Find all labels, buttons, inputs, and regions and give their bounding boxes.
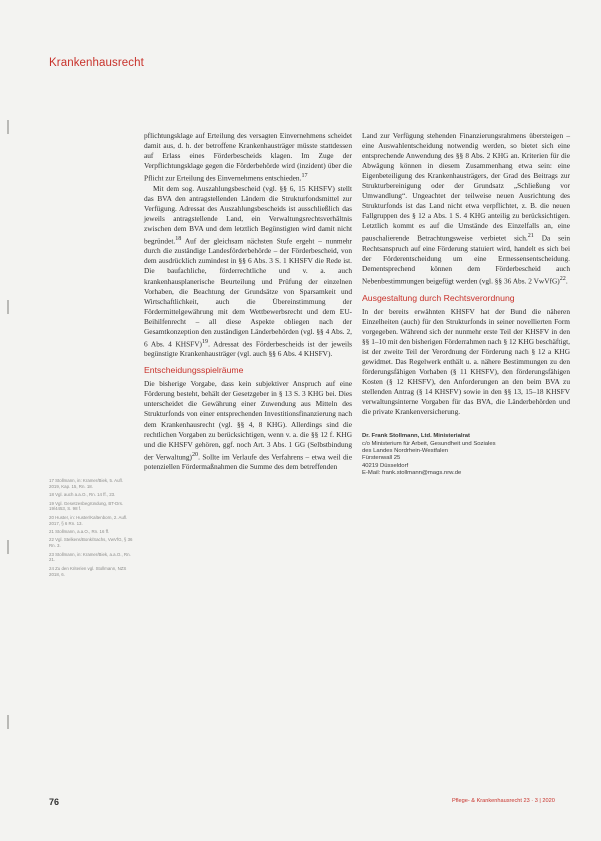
author-name: Dr. Frank Stollmann, Ltd. Ministerialrat [362,433,471,440]
footnote: 21 Stollmann, a.a.O., Rn. 16 ff. [49,528,110,534]
right-text-column [362,131,570,478]
section-title: Krankenhausrecht [49,57,144,69]
margin-marks [7,120,10,730]
footnote: 19 Vgl. Gesetzesbegründung, BT-Drs. 19/4453, S. 98 f. [49,500,124,512]
journal-footer: Pflege- & Krankenhausrecht 23 · 3 | 2020 [452,798,555,804]
footnotes [49,478,135,580]
author-block [362,433,570,477]
author-street: Fürstenwall 25 [362,455,401,462]
footnote: 17 Stollmann, in: Kramer/Biek, 5. Aufl. 2019, Kap. 15, Rn. 18. [49,478,123,489]
paragraph: pflichtungsklage auf Erteilung des versagten Einvernehmens scheidet damit aus, d. h. der betroffene Krankenhausträger müsste stattdessen auf Erlass eines Förderbescheids klagen. Im Zuge der Verpflichtungsklage gegen die Förderbehörde wird (inzident) über die Pflicht zur Erteilung des Einvernehmens entschieden.$^{17}$ [144,131,352,183]
author-city: 40219 Düsseldorf [362,462,409,469]
author-affiliation: c/o Ministerium für Arbeit, Gesundheit und Soziales [362,440,496,447]
paragraph: Land zur Verfügung stehenden Finanzierungsrahmens übersteigen – eine Auswahlentscheidung notwendig werden, so bietet sich eine entsprechende Anwendung des §§ 8 Abs. 2 KHG an. Kriterien für die Abwägung können in diesem Zusammenhang etwa sein: eine Eigenbeteiligung des Krankenhausträgers, der Grad des Beitrags zur Strukturbereinigung oder der Grundsatz „Schließung vor Umwandlung“. Ungeachtet der teilweise neuen Ausrichtung des Strukturfonds ist das Land nicht etwa verpflichtet, z. B. die neuen Fallgruppen des § 12 a Abs. 1 S. 4 KHG anteilig zu berücksichtigen. Letztlich kommt es auf die Umstände des Einzelfalls an, eine pauschalierende Betrachtungsweise verbietet sich.$^{21}$ Da sein Rechtsanspruch auf eine Förderung statuiert wird, handelt es sich bei der Förderentscheidung um eine Ermessensentscheidung. Dementsprechend können dem Förderbescheid auch Nebenbestimmungen beigefügt werden (vgl. §§ 36 Abs. 2 VwVfG)$^{22}$. [362,131,570,286]
footnote-ref: 21 [527,233,534,240]
footnote-ref: 22 [559,276,566,283]
author-affiliation: des Landes Nordrhein-Westfalen [362,447,449,454]
footnote-ref: 17 [301,173,308,180]
section-heading: Entscheidungsspielräume [144,365,244,376]
paragraph: Mit dem sog. Auszahlungsbescheid (vgl. §§ 6, 15 KHSFV) stellt das BVA den antragstellenden Ländern die Strukturfondsmittel zur Verfügung. Adressat des Auszahlungsbescheids ist ausschließlich das jeweils antragstellende Land, ein Verwaltungsrechtsverhältnis zwischen dem BVA und dem letztlich Begünstigten wird damit nicht begründet.$^{18}$ Auf der gleichsam nächsten Stufe ergeht – nunmehr durch die zuständige Landesförderbehörde – der Förderbescheid, von dem ausdrücklich zumindest in §§ 6 Abs. 3 S. 1 KHSFV die Rede ist. Die baufachliche, förderrechtliche und v. a. auch krankenhausplanerische Beurteilung und Prüfung der einzelnen Vorhaben, die Beachtung der Grundsätze von Sparsamkeit und Wirtschaftlichkeit, auch die Übereinstimmung der Fördermittelgewährung mit dem Wettbewerbsrecht und dem EU-Beihilfenrecht – all diese Aspekte obliegen nach der Gesamtkonzeption den zuständigen Länderbehörden (vgl. §§ 4 Abs. 2, 6 Abs. 4 KHSFV)$^{19}$. Adressat des Förderbescheids ist der jeweils begünstigte Krankenhausträger (vgl. auch §§ 6 Abs. 4 KHSFV). [144,183,352,359]
footnote-ref: 18 [175,235,182,242]
footnote-ref: 20 [191,451,199,458]
footnote: 23 Stollmann, in: Kramer/Biek, a.a.O., Rn. 21. [49,551,131,563]
footnote: 24 Zu den Kriterien vgl. Stollmann, NZS 2018, 6. [49,565,127,577]
footnote-ref: 19 [202,338,209,345]
paragraph: In der bereits erwähnten KHSFV hat der Bund die näheren Einzelheiten (auch) für den Strukturfonds in seiner novellierten Form vorgegeben. Während sich der nunmehr erste Teil der KHSFV in den §§ 1–10 mit den bisherigen Förderrahmen nach § 12 KHG beschäftigt, ist der zweite Teil der Verordnung der Förderung nach § 12 a KHG gewidmet. Das Regelwerk enthält u. a. nähere Bestimmungen zu den förderungsfähigen Vorhaben (§ 11 KHSFV), den förderungsfähigen Kosten (§ 12 KHSFV), den Anforderungen an den beim BVA zu stellenden Antrag (§ 14 KHSFV) sowie in den §§ 13, 15–18 KHSFV verwaltungsinterne Vorgaben für das BVA, die Länderbehörden und die private Krankenversicherung. [362,306,570,417]
left-text-column [144,131,352,472]
paragraph: Die bisherige Vorgabe, dass kein subjektiver Anspruch auf eine Förderung besteht, behält der Gesetzgeber in § 13 S. 3 KHG bei. Dies unterscheidet die Gewährung einer Zuwendung aus Mitteln des Strukturfonds von einer entsprechenden Investitionsfinanzierung nach dem Krankenhausrecht (vgl. §§ 4, 8 KHG). Allerdings sind die rechtlichen Vorgaben zu berücksichtigen, wenn v. a. die §§ 12 f. KHG und die KHSFV gehören, ggf. noch Art. 3 Abs. 1 GG (Selbstbindung der Verwaltung)$^{20}$. Sollte im Verlaufe des Verfahrens – etwa weil die potenziellen Fördermaßnahmen die Summe des dem betreffenden [144,379,352,472]
footnote: 22 Vgl. Stelkens/Bonk/Sachs, VwVfG, § 36 Rn. 3. [49,537,133,549]
footnote: 18 Vgl. auch a.a.O., Rn. 14 ff., 23. [49,492,116,498]
page-number: 76 [49,797,60,807]
author-email: E-Mail: frank.stollmann@mags.nrw.de [362,470,462,477]
footnote: 20 Huster, in: Huster/Kaltenborn, 2. Aufl. 2017, § 6 Rn. 13. [49,514,128,526]
section-heading: Ausgestaltung durch Rechtsverordnung [362,292,515,303]
